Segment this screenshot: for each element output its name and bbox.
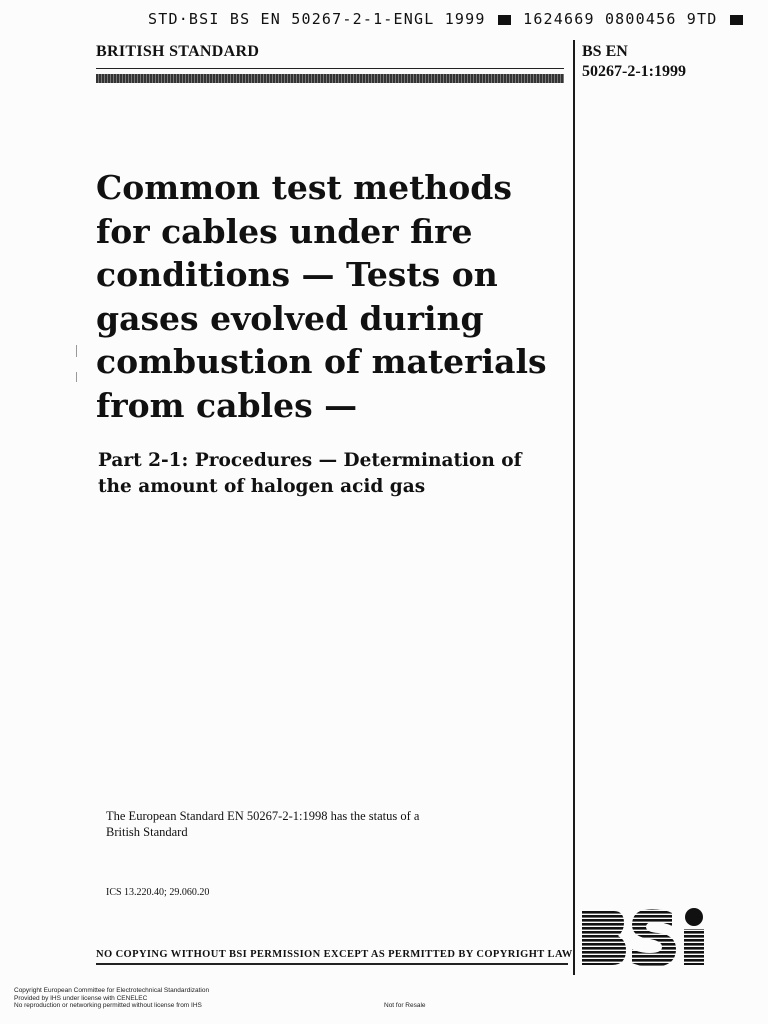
standard-number-line1: BS EN — [582, 43, 628, 60]
black-bar-icon — [730, 15, 743, 25]
copyright-notice: NO COPYING WITHOUT BSI PERMISSION EXCEPT AS PERMITTED BY COPYRIGHT LAW — [96, 949, 573, 960]
title-line: combustion of materials — [96, 342, 547, 381]
status-statement — [106, 808, 466, 840]
document-code-header — [148, 10, 745, 28]
subtitle-line: the amount of halogen acid gas — [98, 476, 426, 497]
document-code-part2: 1624669 0800456 9TD — [523, 10, 718, 28]
footer-line: No reproduction or networking permitted without license from IHS — [14, 1002, 202, 1009]
bsi-logo-graphic — [580, 907, 720, 969]
document-title — [96, 166, 566, 427]
header-rule-thin — [96, 68, 564, 69]
scan-artifact — [76, 372, 77, 382]
title-line: Common test methods — [96, 168, 512, 207]
title-line: conditions — Tests on — [96, 255, 498, 294]
standard-number — [582, 42, 686, 82]
status-line: The European Standard EN 50267-2-1:1998 has the status of a — [106, 809, 420, 823]
footer-line: Copyright European Committee for Electrotechnical Standardization — [14, 987, 210, 994]
british-standard-label: BRITISH STANDARD — [96, 43, 260, 60]
vertical-divider — [573, 40, 575, 975]
status-line: British Standard — [106, 825, 188, 839]
not-for-resale-label: Not for Resale — [384, 1002, 426, 1009]
title-line: from cables — — [96, 385, 358, 425]
document-subtitle — [98, 448, 568, 500]
black-bar-icon — [498, 15, 511, 25]
bsi-logo — [580, 907, 720, 973]
header-rule-thick — [96, 74, 564, 83]
document-code-part1: STD·BSI BS EN 50267-2-1-ENGL 1999 — [148, 10, 486, 28]
subtitle-line: Part 2-1: Procedures — Determination of — [98, 450, 522, 471]
title-line: for cables under fire — [96, 211, 473, 251]
scan-artifact — [76, 345, 77, 357]
title-line: gases evolved during — [96, 298, 484, 338]
ics-codes: ICS 13.220.40; 29.060.20 — [106, 887, 210, 898]
standard-number-line2: 50267-2-1:1999 — [582, 63, 686, 80]
footer-line: Provided by IHS under license with CENELEC — [14, 994, 148, 1002]
copyright-rule — [96, 963, 568, 965]
license-footer — [14, 987, 209, 1010]
